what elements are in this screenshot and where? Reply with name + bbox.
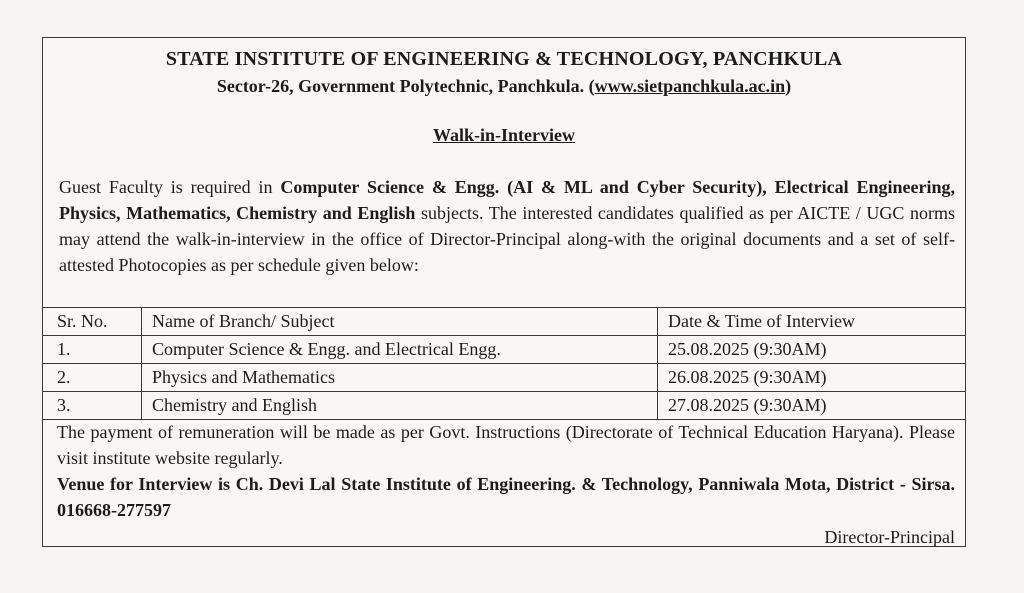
remuneration-note: The payment of remuneration will be made as per Govt. Instructions (Directorate of Technical Education Haryana). Please visit institute website regularly. bbox=[57, 422, 955, 468]
header-sr-no: Sr. No. bbox=[43, 308, 142, 336]
intro-paragraph bbox=[59, 174, 955, 278]
row-sr-no: 2. bbox=[43, 364, 142, 392]
row-branch: Chemistry and English bbox=[142, 392, 658, 420]
signature: Director-Principal bbox=[824, 527, 955, 547]
row-branch: Computer Science & Engg. and Electrical Engg. bbox=[142, 336, 658, 364]
header-date-time: Date & Time of Interview bbox=[658, 308, 966, 336]
row-date-time: 25.08.2025 (9:30AM) bbox=[658, 336, 966, 364]
intro-text-1: Guest Faculty is required in bbox=[59, 177, 281, 197]
institute-name: STATE INSTITUTE OF ENGINEERING & TECHNOLOGY, PANCHKULA bbox=[165, 48, 843, 70]
row-sr-no: 1. bbox=[43, 336, 142, 364]
address-text: Sector-26, Government Polytechnic, Panchkula. ( bbox=[216, 76, 595, 96]
row-sr-no: 3. bbox=[43, 392, 142, 420]
website-link[interactable]: www.sietpanchkula.ac.in bbox=[594, 76, 786, 96]
row-date-time: 26.08.2025 (9:30AM) bbox=[658, 364, 966, 392]
institute-address bbox=[43, 76, 965, 97]
address-close: ) bbox=[785, 76, 792, 96]
header-branch: Name of Branch/ Subject bbox=[142, 308, 658, 336]
row-date-time: 27.08.2025 (9:30AM) bbox=[658, 392, 966, 420]
table-header-row bbox=[43, 308, 965, 336]
venue-note: Venue for Interview is Ch. Devi Lal State Institute of Engineering. & Technology, Panniwala Mota, District - Sirsa. 016668-277597 bbox=[57, 474, 955, 520]
interview-schedule-table bbox=[43, 307, 965, 420]
table-row bbox=[43, 392, 965, 420]
row-branch: Physics and Mathematics bbox=[142, 364, 658, 392]
walk-in-interview-notice bbox=[42, 37, 966, 547]
table-row bbox=[43, 364, 965, 392]
intro-text-2: subjects. The interested candidates qualified as per AICTE / UGC norms may attend the walk-in-interview in the office of Director-Principal along-with the original documents and a set of self-attested Photocopies as per schedule given below: bbox=[59, 203, 955, 275]
intro-subjects: Computer Science & Engg. (AI & ML and Cyber Security), Electrical Engineering, Physics, Mathematics, Chemistry and English bbox=[59, 177, 955, 223]
table-row bbox=[43, 336, 965, 364]
notice-title: Walk-in-Interview bbox=[433, 125, 575, 145]
